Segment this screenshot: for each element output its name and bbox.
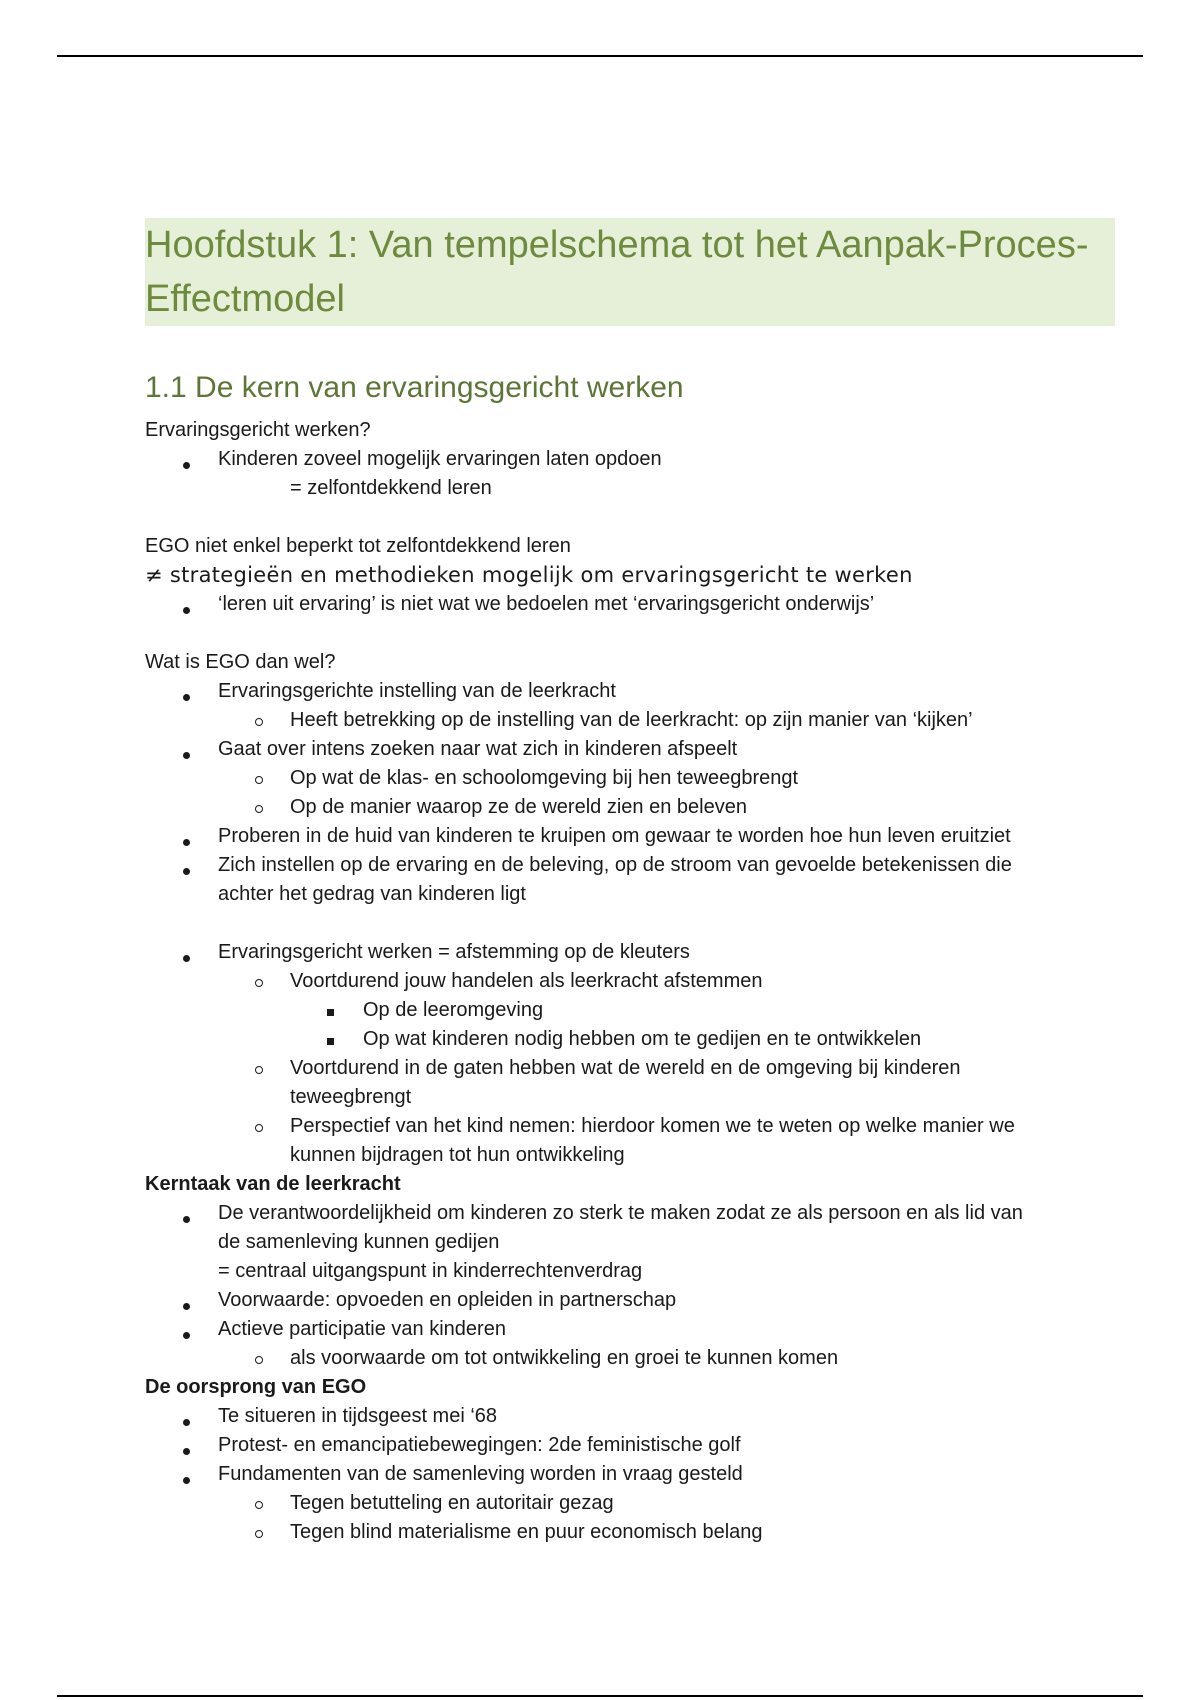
list-item: Op wat kinderen nodig hebben om te gedijen en te ontwikkelen bbox=[145, 1025, 1115, 1054]
list-item: Tegen betutteling en autoritair gezag bbox=[145, 1489, 1115, 1518]
bullet-icon bbox=[183, 590, 190, 619]
list-item: Voortdurend in de gaten hebben wat de wereld en de omgeving bij kinderen bbox=[145, 1054, 1115, 1083]
list-item: Gaat over intens zoeken naar wat zich in kinderen afspeelt bbox=[145, 735, 1115, 764]
list-item: Protest- en emancipatiebewegingen: 2de feministische golf bbox=[145, 1431, 1115, 1460]
bullet-icon bbox=[183, 1460, 190, 1489]
section-heading: 1.1 De kern van ervaringsgericht werken bbox=[145, 371, 684, 404]
list-item-continuation: = centraal uitgangspunt in kinderrechtenverdrag bbox=[218, 1260, 643, 1282]
bullet-icon bbox=[183, 1315, 190, 1344]
square-bullet-icon bbox=[327, 996, 334, 1025]
bullet-icon bbox=[183, 938, 190, 967]
paragraph: EGO niet enkel beperkt tot zelfontdekkend leren bbox=[145, 535, 571, 557]
bullet-icon bbox=[183, 677, 190, 706]
circle-bullet-icon bbox=[255, 793, 263, 822]
list-item: Op de manier waarop ze de wereld zien en beleven bbox=[145, 793, 1115, 822]
list-item-continuation: kunnen bijdragen tot hun ontwikkeling bbox=[290, 1144, 625, 1166]
bottom-rule bbox=[57, 1695, 1143, 1697]
circle-bullet-icon bbox=[255, 1489, 263, 1518]
bullet-icon bbox=[183, 1199, 190, 1228]
list-item: ‘leren uit ervaring’ is niet wat we bedoelen met ‘ervaringsgericht onderwijs’ bbox=[145, 590, 1115, 619]
list-item: Op wat de klas- en schoolomgeving bij hen teweegbrengt bbox=[145, 764, 1115, 793]
chapter-title: Hoofdstuk 1: Van tempelschema tot het Aanpak-Proces-Effectmodel bbox=[145, 218, 1115, 326]
document-body bbox=[145, 218, 1115, 1547]
list-item: Zich instellen op de ervaring en de beleving, op de stroom van gevoelde betekenissen die bbox=[145, 851, 1115, 880]
circle-bullet-icon bbox=[255, 764, 263, 793]
bullet-icon bbox=[183, 822, 190, 851]
list-item: Perspectief van het kind nemen: hierdoor komen we te weten op welke manier we bbox=[145, 1112, 1115, 1141]
bullet-icon bbox=[183, 445, 190, 474]
list-item: Ervaringsgerichte instelling van de leerkracht bbox=[145, 677, 1115, 706]
circle-bullet-icon bbox=[255, 1054, 263, 1083]
top-rule bbox=[57, 55, 1143, 57]
list-item: Actieve participatie van kinderen bbox=[145, 1315, 1115, 1344]
bullet-list bbox=[145, 445, 1115, 503]
circle-bullet-icon bbox=[255, 967, 263, 996]
square-bullet-icon bbox=[327, 1025, 334, 1054]
bullet-list bbox=[145, 1402, 1115, 1547]
subheading: De oorsprong van EGO bbox=[145, 1376, 367, 1398]
bullet-icon bbox=[183, 1431, 190, 1460]
list-item: Te situeren in tijdsgeest mei ‘68 bbox=[145, 1402, 1115, 1431]
list-item: De verantwoordelijkheid om kinderen zo sterk te maken zodat ze als persoon en als lid van bbox=[145, 1199, 1115, 1228]
list-item: Op de leeromgeving bbox=[145, 996, 1115, 1025]
list-item-continuation: achter het gedrag van kinderen ligt bbox=[218, 883, 526, 905]
subheading: Kerntaak van de leerkracht bbox=[145, 1173, 401, 1195]
circle-bullet-icon bbox=[255, 706, 263, 735]
bullet-list bbox=[145, 590, 1115, 619]
list-item: Ervaringsgericht werken = afstemming op de kleuters bbox=[145, 938, 1115, 967]
paragraph: ≠ strategieën en methodieken mogelijk om ervaringsgericht te werken bbox=[145, 563, 913, 587]
list-item: Fundamenten van de samenleving worden in vraag gesteld bbox=[145, 1460, 1115, 1489]
bullet-icon bbox=[183, 1286, 190, 1315]
bullet-list bbox=[145, 1199, 1115, 1373]
list-item: als voorwaarde om tot ontwikkeling en groei te kunnen komen bbox=[145, 1344, 1115, 1373]
bullet-list bbox=[145, 677, 1115, 1170]
circle-bullet-icon bbox=[255, 1112, 263, 1141]
bullet-icon bbox=[183, 735, 190, 764]
list-item-continuation: de samenleving kunnen gedijen bbox=[218, 1231, 500, 1253]
list-item: Voortdurend jouw handelen als leerkracht afstemmen bbox=[145, 967, 1115, 996]
list-item: Tegen blind materialisme en puur economisch belang bbox=[145, 1518, 1115, 1547]
list-item: Proberen in de huid van kinderen te kruipen om gewaar te worden hoe hun leven eruitziet bbox=[145, 822, 1115, 851]
list-item: Voorwaarde: opvoeden en opleiden in partnerschap bbox=[145, 1286, 1115, 1315]
list-item: Heeft betrekking op de instelling van de leerkracht: op zijn manier van ‘kijken’ bbox=[145, 706, 1115, 735]
paragraph: Wat is EGO dan wel? bbox=[145, 651, 336, 673]
list-item-continuation: teweegbrengt bbox=[290, 1086, 412, 1108]
bullet-icon bbox=[183, 851, 190, 880]
list-item-continuation: = zelfontdekkend leren bbox=[290, 477, 492, 499]
list-item: Kinderen zoveel mogelijk ervaringen laten opdoen bbox=[145, 445, 1115, 474]
circle-bullet-icon bbox=[255, 1344, 263, 1373]
paragraph: Ervaringsgericht werken? bbox=[145, 419, 371, 441]
bullet-icon bbox=[183, 1402, 190, 1431]
circle-bullet-icon bbox=[255, 1518, 263, 1547]
